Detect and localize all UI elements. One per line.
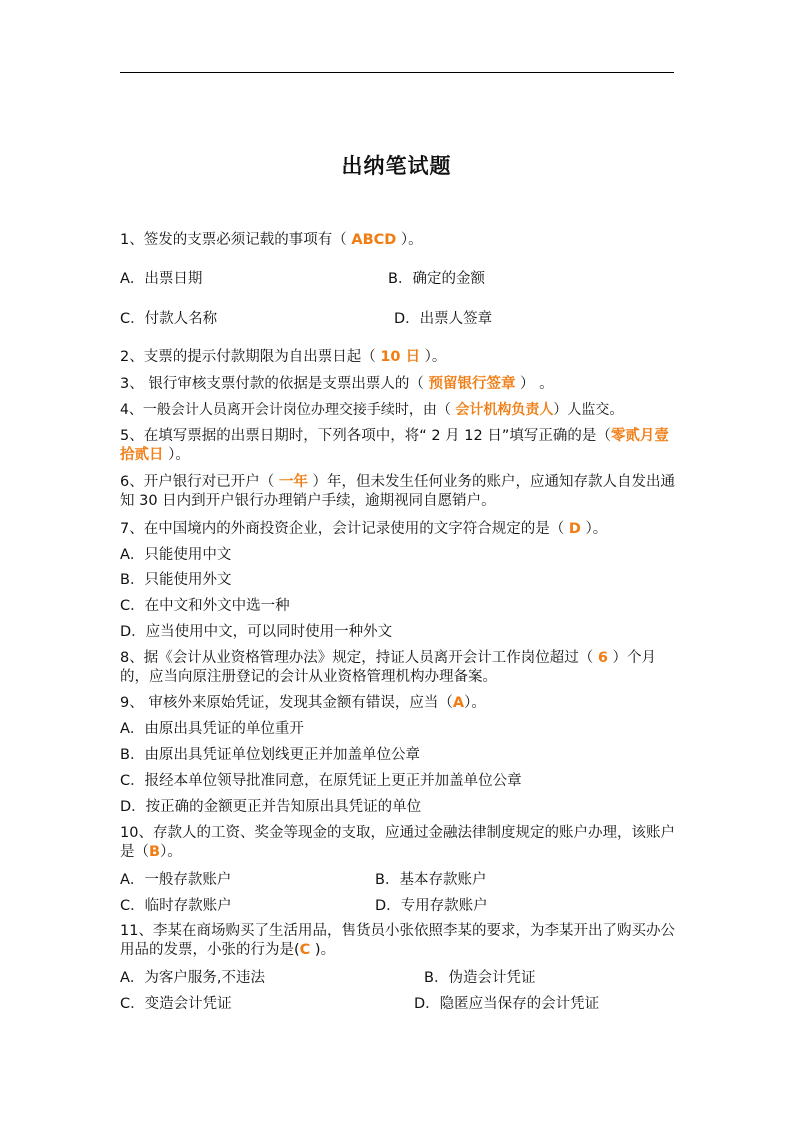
page-title: 出纳笔试题	[341, 154, 452, 178]
q1-option-d: D．出票人签章	[394, 311, 493, 327]
answer-3: 预留银行签章	[428, 376, 516, 392]
q9-option-d: D．按正确的金额更正并告知原出具凭证的单位	[120, 799, 422, 815]
answer-9: A	[452, 695, 465, 711]
q1-option-b: B．确定的金额	[388, 271, 485, 287]
q7-option-d: D．应当使用中文，可以同时使用一种外文	[120, 624, 393, 640]
q10-option-a: A．一般存款账户	[120, 872, 232, 888]
q9-option-b: B．由原出具凭证单位划线更正并加盖单位公章	[120, 747, 420, 763]
answer-1: ABCD	[351, 232, 397, 248]
q10-option-d: D．专用存款账户	[375, 898, 488, 914]
question-2: 2、支票的提示付款期限为自出票日起（ 10 日 ）。	[120, 349, 447, 365]
question-10: 10、存款人的工资、奖金等现金的支取，应通过金融法律制度规定的账户办理，该账户是（B）。	[120, 825, 675, 860]
q10-option-c: C．临时存款账户	[120, 898, 232, 914]
q11-option-d: D．隐匿应当保存的会计凭证	[414, 996, 600, 1012]
q10-option-b: B．基本存款账户	[375, 872, 487, 888]
q9-option-a: A．由原出具凭证的单位重开	[120, 721, 304, 737]
q11-option-b: B．伪造会计凭证	[424, 970, 536, 986]
question-9: 9、 审核外来原始凭证，发现其金额有错误，应当（A）。	[120, 695, 486, 711]
q1-option-c: C．付款人名称	[120, 311, 218, 327]
answer-4: 会计机构负责人	[455, 402, 554, 418]
answer-6: 一年	[278, 474, 308, 490]
q7-option-c: C．在中文和外文中选一种	[120, 598, 290, 614]
question-5: 5、在填写票据的出票日期时，下列各项中，将“ 2 月 12 日”填写正确的是（零贰月壹拾贰日 ）。	[120, 428, 669, 463]
question-1: 1、签发的支票必须记载的事项有（ ABCD ）。	[120, 232, 423, 248]
q9-option-c: C．报经本单位领导批准同意，在原凭证上更正并加盖单位公章	[120, 773, 522, 789]
question-7: 7、在中国境内的外商投资企业，会计记录使用的文字符合规定的是（ D ）。	[120, 521, 608, 537]
q11-option-c: C．变造会计凭证	[120, 996, 232, 1012]
q7-option-b: B．只能使用外文	[120, 572, 232, 588]
question-8: 8、据《会计从业资格管理办法》规定，持证人员离开会计工作岗位超过（ 6 ）个月的，应当向原注册登记的会计从业资格管理机构办理备案。	[120, 650, 657, 685]
question-11: 11、李某在商场购买了生活用品，售货员小张依照李某的要求，为李某开出了购买办公用品的发票，小张的行为是(C )。	[120, 923, 675, 958]
q1-option-a: A．出票日期	[120, 271, 203, 287]
header-rule	[120, 72, 674, 73]
question-6: 6、开户银行对已开户（ 一年 ）年，但未发生任何业务的账户，应通知存款人自发出通知 30 日内到开户银行办理销户手续，逾期视同自愿销户。	[120, 474, 675, 509]
answer-10: B	[149, 844, 161, 860]
answer-7: D	[568, 521, 581, 537]
answer-8: 6	[597, 650, 608, 666]
answer-11: C	[299, 942, 311, 958]
answer-2: 10 日	[380, 349, 421, 365]
q11-option-a: A．为客户服务,不违法	[120, 970, 266, 986]
question-4: 4、一般会计人员离开会计岗位办理交接手续时，由（ 会计机构负责人）人监交。	[120, 402, 624, 418]
q7-option-a: A．只能使用中文	[120, 547, 232, 563]
answer-5: 零贰月壹拾贰日	[120, 428, 669, 463]
question-3: 3、 银行审核支票付款的依据是支票出票人的（ 预留银行签章 ） 。	[120, 376, 554, 392]
